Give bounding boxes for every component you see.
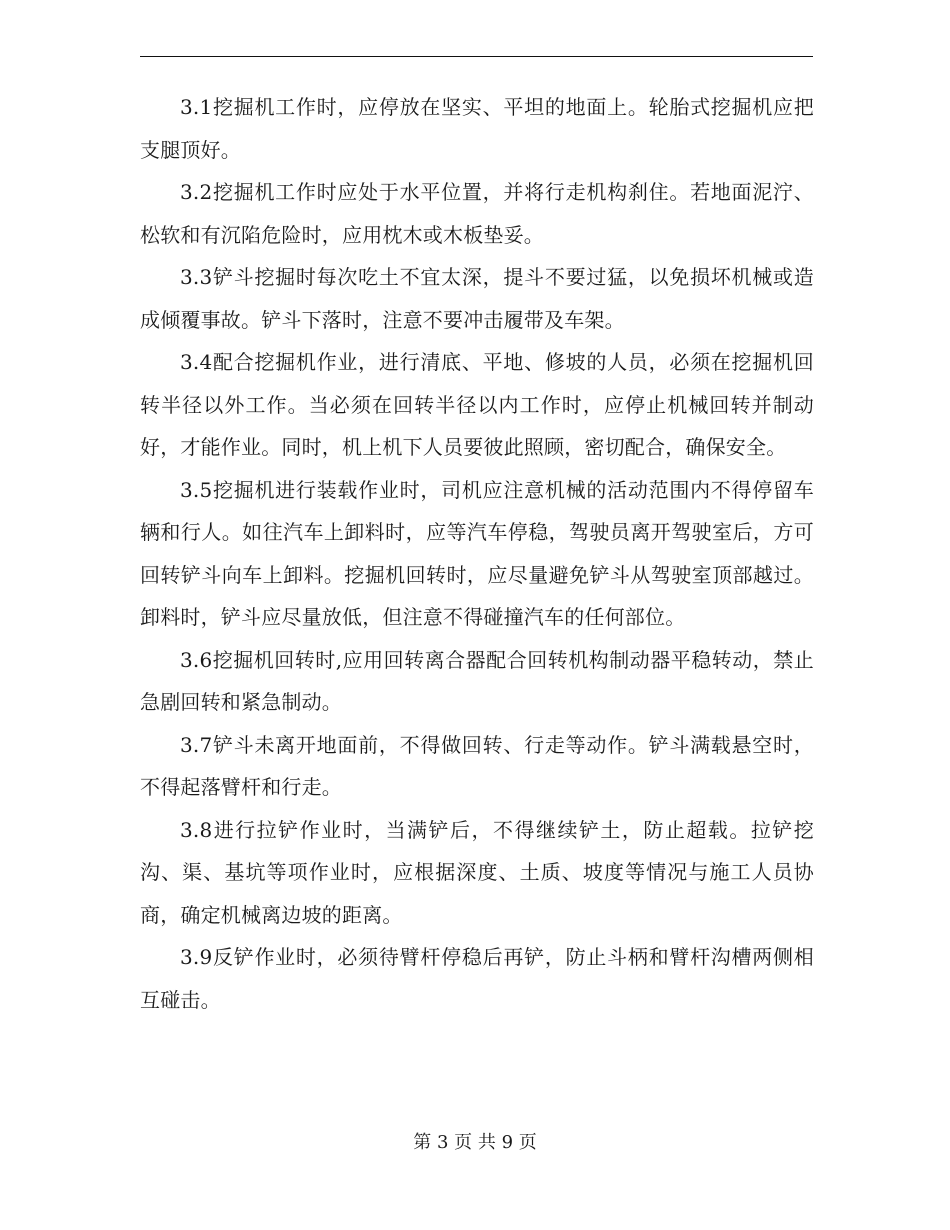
paragraph-3-4: 3.4配合挖掘机作业，进行清底、平地、修坡的人员，必须在挖掘机回转半径以外工作。当必须在回转半径以内工作时，应停止机械回转并制动好，才能作业。同时，机上机下人员要彼此照顾，密切配合，确保安全。 [140,350,814,459]
document-body [140,86,814,1021]
header-rule [140,56,813,57]
paragraph-3-1: 3.1挖掘机工作时，应停放在坚实、平坦的地面上。轮胎式挖掘机应把支腿顶好。 [140,95,814,162]
paragraph-3-2: 3.2挖掘机工作时应处于水平位置，并将行走机构刹住。若地面泥泞、松软和有沉陷危险时，应用枕木或木板垫妥。 [140,180,814,247]
paragraph-3-7: 3.7铲斗未离开地面前，不得做回转、行走等动作。铲斗满载悬空时，不得起落臂杆和行走。 [140,732,814,799]
paragraph-3-8: 3.8进行拉铲作业时，当满铲后，不得继续铲土，防止超载。拉铲挖沟、渠、基坑等项作业时，应根据深度、土质、坡度等情况与施工人员协商，确定机械离边坡的距离。 [140,817,814,927]
paragraph-3-6: 3.6挖掘机回转时,应用回转离合器配合回转机构制动器平稳转动，禁止急剧回转和紧急制动。 [140,647,814,714]
page-footer [0,1128,950,1158]
paragraph-3-9: 3.9反铲作业时，必须待臂杆停稳后再铲，防止斗柄和臂杆沟槽两侧相互碰击。 [140,945,814,1012]
paragraph-3-3: 3.3铲斗挖掘时每次吃土不宜太深，提斗不要过猛，以免损坏机械或造成倾覆事故。铲斗下落时，注意不要冲击履带及车架。 [140,265,814,332]
page-number-label: 第 3 页 共 9 页 [413,1132,537,1153]
paragraph-3-5: 3.5挖掘机进行装载作业时，司机应注意机械的活动范围内不得停留车辆和行人。如往汽车上卸料时，应等汽车停稳，驾驶员离开驾驶室后，方可回转铲斗向车上卸料。挖掘机回转时，应尽量避免铲斗从驾驶室顶部越过。卸料时，铲斗应尽量放低，但注意不得碰撞汽车的任何部位。 [140,477,814,629]
